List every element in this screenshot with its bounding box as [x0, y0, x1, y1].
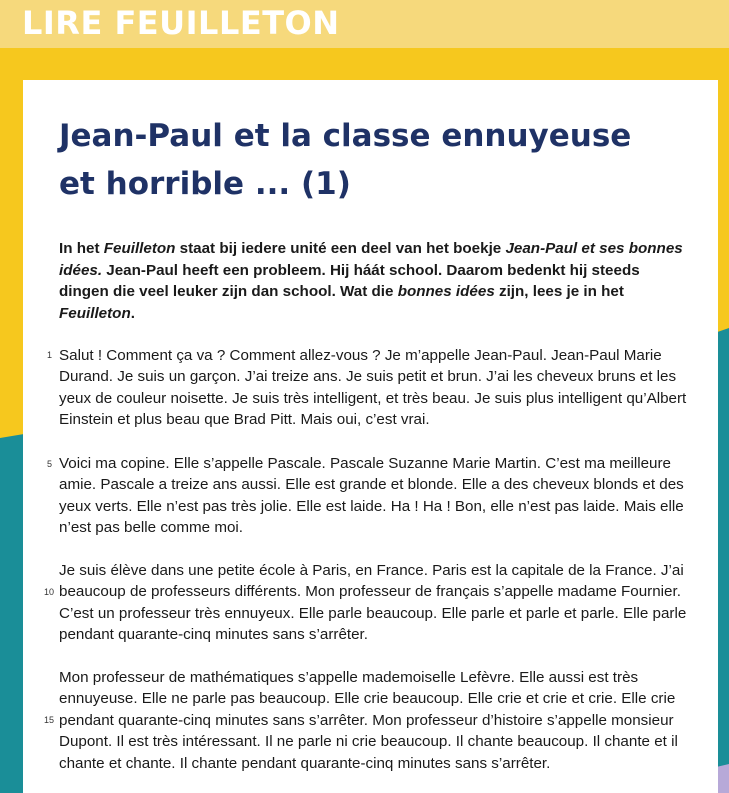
- story-paragraph-3: Je suis élève dans une petite école à Paris, en France. Paris est la capitale de la France. J’ai beaucoup de professeurs différents. Mon professeur de français s’appelle madame Fournier. C’est un professeur très ennuyeux. Elle parle beaucoup. Elle parle et parle et parle. Elle parle pendant quarante-cinq minutes sans s’arrêter.: [59, 562, 687, 644]
- story-paragraph-1: Salut ! Comment ça va ? Comment allez-vous ? Je m’appelle Jean-Paul. Jean-Paul Marie Durand. Je suis un garçon. J’ai treize ans. Je suis petit et brun. J’ai les cheveux bruns et les yeux de couleur noisette. Je suis très intelligent, et très beau. Je suis plus intelligent qu’Albert Einstein et plus beau que Brad Pitt. Mais oui, c’est vrai.: [59, 347, 687, 429]
- intro-italic: bonnes idées: [397, 283, 495, 300]
- article-card: [23, 80, 718, 793]
- section-header: [0, 0, 729, 48]
- intro-paragraph: [59, 238, 689, 324]
- story-paragraph-2: Voici ma copine. Elle s’appelle Pascale. Pascale Suzanne Marie Martin. C’est ma meilleure amie. Pascale a treize ans aussi. Elle est grande et blonde. Elle a des cheveux blonds et des yeux verts. Elle n’est pas très jolie. Elle est laide. Ha ! Ha ! Bon, elle n’est pas laide. Mais elle n’est pas belle comme moi.: [59, 455, 684, 537]
- article-title: [59, 112, 679, 208]
- title-line-1: Jean-Paul et la classe ennuyeuse: [59, 118, 632, 154]
- title-line-2: et horrible ... (1): [59, 166, 351, 202]
- line-number: 10: [44, 587, 55, 597]
- intro-text: .: [130, 304, 135, 322]
- line-number: 15: [44, 715, 55, 725]
- story-paragraph-4: Mon professeur de mathématiques s’appelle mademoiselle Lefèvre. Elle aussi est très ennuyeuse. Elle ne parle pas beaucoup. Elle crie beaucoup. Elle crie et crie et crie. Elle crie pendant quarante-cinq minutes sans s’arrêter. Mon professeur d’histoire s’appelle monsieur Dupont. Il est très intéressant. Il ne parle ni crie beaucoup. Il chante beaucoup. Il chante et il chante et chante. Il chante pendant quarante-cinq minutes sans s’arrêter.: [59, 669, 678, 772]
- intro-italic: Feuilleton: [59, 304, 131, 322]
- section-label: LIRE FEUILLETON: [22, 4, 340, 42]
- intro-text: staat bij iedere unité een deel van het boekje: [175, 240, 506, 257]
- intro-text: In het: [59, 240, 104, 257]
- intro-text: Jean-Paul heeft een probleem. Hij háát school. Daarom bedenkt hij steeds dingen die veel leuker zijn dan school. Wat die: [59, 261, 640, 300]
- intro-text: zijn, lees je in het: [494, 283, 624, 300]
- intro-italic: Feuilleton: [103, 240, 176, 257]
- line-number: 5: [47, 459, 53, 469]
- intro-italic: Jean-Paul et ses bonnes idées.: [59, 240, 683, 279]
- line-number: 1: [47, 350, 53, 360]
